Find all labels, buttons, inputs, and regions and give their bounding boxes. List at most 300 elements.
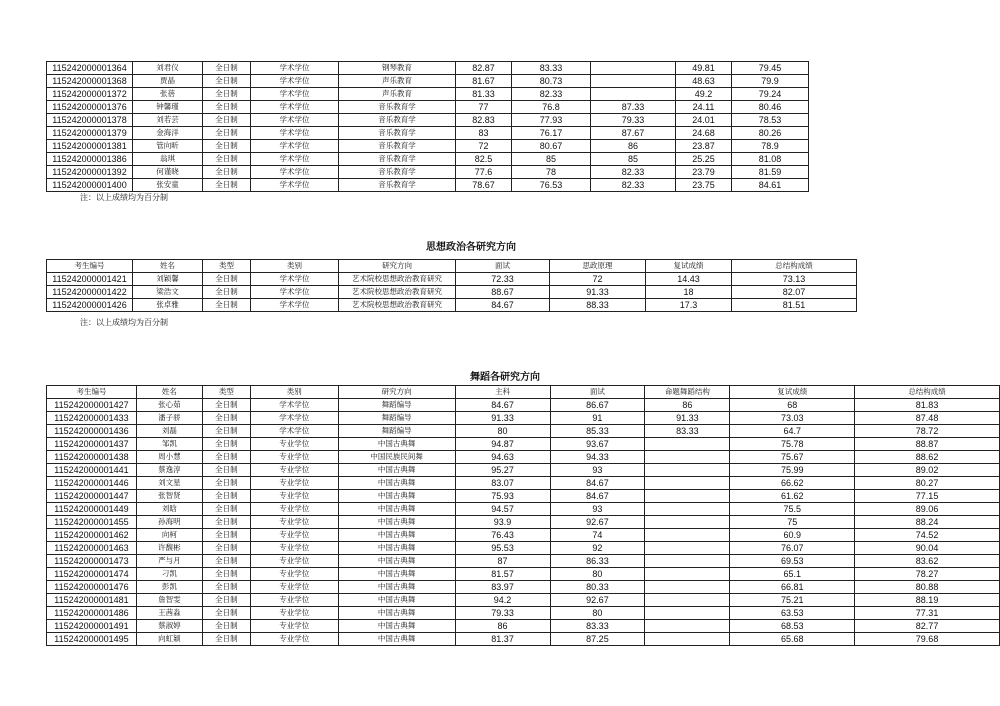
table-cell: 专业学位: [250, 503, 338, 516]
table-cell: 115242000001427: [47, 399, 137, 412]
table-cell: 蔡淑婷: [136, 620, 202, 633]
table-cell: 95.53: [455, 542, 550, 555]
table-cell: 彭凯: [136, 581, 202, 594]
table-cell: 全日制: [202, 399, 250, 412]
table-cell: 专业学位: [250, 607, 338, 620]
table-cell: 张心茹: [136, 399, 202, 412]
table-cell: 81.08: [732, 153, 809, 166]
table-cell: 88.62: [855, 451, 1000, 464]
table-cell: 77: [456, 101, 512, 114]
table-row: [47, 620, 1000, 633]
table-cell: 115242000001436: [47, 425, 137, 438]
table-cell: [645, 607, 730, 620]
table-cell: 音乐教育学: [339, 179, 456, 192]
table-cell: 学术学位: [251, 75, 339, 88]
table-cell: 80.88: [855, 581, 1000, 594]
table-cell: 115242000001400: [47, 179, 133, 192]
table-cell: 115242000001449: [47, 503, 137, 516]
table-cell: 49.2: [676, 88, 732, 101]
table-cell: 86: [645, 399, 730, 412]
table-row: [47, 127, 809, 140]
table-cell: 72: [550, 273, 646, 286]
table-cell: 72.33: [456, 273, 550, 286]
table-cell: 93.67: [550, 438, 645, 451]
table-cell: 全日制: [202, 594, 250, 607]
table-cell: 115242000001364: [47, 62, 133, 75]
table-row: [47, 451, 1000, 464]
table-cell: 93: [550, 464, 645, 477]
table-row: [47, 75, 809, 88]
table-cell: 84.67: [455, 399, 550, 412]
table-cell: 80: [550, 607, 645, 620]
table-cell: 69.53: [730, 555, 855, 568]
table-cell: 专业学位: [250, 529, 338, 542]
table-cell: 75.67: [730, 451, 855, 464]
table-cell: 90.04: [855, 542, 1000, 555]
table-cell: 学术学位: [251, 153, 339, 166]
table-cell: 83.62: [855, 555, 1000, 568]
table-cell: 金海洋: [133, 127, 203, 140]
table-row: [47, 101, 809, 114]
table-cell: [645, 516, 730, 529]
table-cell: 全日制: [202, 581, 250, 594]
table-cell: 80.26: [732, 127, 809, 140]
table-cell: [645, 620, 730, 633]
table-row: [47, 633, 1000, 646]
table-cell: 音乐教育学: [339, 166, 456, 179]
table-cell: 音乐教育学: [339, 101, 456, 114]
table-cell: 专业学位: [250, 542, 338, 555]
table-cell: 80: [455, 425, 550, 438]
table-cell: 115242000001447: [47, 490, 137, 503]
table-row: [47, 412, 1000, 425]
table-cell: 学术学位: [251, 299, 339, 312]
table-cell: 79.33: [591, 114, 676, 127]
table-cell: 87.48: [855, 412, 1000, 425]
table-cell: 学术学位: [251, 286, 339, 299]
table-cell: 全日制: [202, 568, 250, 581]
table-cell: 84.67: [550, 477, 645, 490]
table-cell: 87.67: [591, 127, 676, 140]
column-header: 研究方向: [339, 260, 456, 273]
table-cell: [645, 633, 730, 646]
table-cell: 80.27: [855, 477, 1000, 490]
column-header: 面试: [456, 260, 550, 273]
table-row: [47, 425, 1000, 438]
table-cell: 94.87: [455, 438, 550, 451]
table-header-row: [47, 260, 857, 273]
table-cell: 77.31: [855, 607, 1000, 620]
table-cell: 全日制: [203, 286, 251, 299]
table-cell: 全日制: [203, 88, 251, 101]
table-cell: 学术学位: [251, 179, 339, 192]
table-cell: 78.9: [732, 140, 809, 153]
table-cell: 82.33: [512, 88, 591, 101]
table-cell: 78.67: [456, 179, 512, 192]
table-cell: 刘磊: [136, 425, 202, 438]
table-cell: 65.1: [730, 568, 855, 581]
table-cell: 115242000001368: [47, 75, 133, 88]
table-cell: 17.3: [646, 299, 732, 312]
table-cell: [645, 555, 730, 568]
table-cell: 86.67: [550, 399, 645, 412]
table-cell: 中国古典舞: [338, 555, 455, 568]
table-cell: 舞蹈编导: [338, 425, 455, 438]
table-cell: 管向昕: [133, 140, 203, 153]
table-cell: 94.33: [550, 451, 645, 464]
table-cell: 全日制: [203, 166, 251, 179]
table-cell: 23.75: [676, 179, 732, 192]
table-cell: 学术学位: [251, 114, 339, 127]
table-cell: 75.21: [730, 594, 855, 607]
table-cell: 83.97: [455, 581, 550, 594]
table-cell: [591, 75, 676, 88]
table-cell: 75: [730, 516, 855, 529]
table-cell: 刘君仪: [133, 62, 203, 75]
table-row: [47, 438, 1000, 451]
table-cell: 76.07: [730, 542, 855, 555]
table-cell: 张蓓: [133, 88, 203, 101]
table-cell: 专业学位: [250, 620, 338, 633]
table-cell: 75.78: [730, 438, 855, 451]
table-cell: 115242000001421: [47, 273, 133, 286]
table-cell: 94.2: [455, 594, 550, 607]
table-cell: 艺术院校思想政治教育研究: [339, 273, 456, 286]
table-cell: 115242000001474: [47, 568, 137, 581]
table-cell: [645, 542, 730, 555]
table-row: [47, 299, 857, 312]
table-cell: 全日制: [203, 75, 251, 88]
table-cell: 82.77: [855, 620, 1000, 633]
table-row: [47, 140, 809, 153]
table-cell: 严与月: [136, 555, 202, 568]
table-note: 注：以上成绩均为百分制: [80, 193, 168, 202]
table-row: [47, 286, 857, 299]
table-cell: [645, 451, 730, 464]
table-cell: 93.9: [455, 516, 550, 529]
table-cell: 詹智雯: [136, 594, 202, 607]
table-cell: 音乐教育学: [339, 114, 456, 127]
table-cell: 中国古典舞: [338, 464, 455, 477]
table-cell: 专业学位: [250, 438, 338, 451]
table-cell: 92.67: [550, 516, 645, 529]
table-cell: 86.33: [550, 555, 645, 568]
dance-score-table: [46, 385, 1000, 646]
table-cell: 75.93: [455, 490, 550, 503]
table-cell: 82.33: [591, 166, 676, 179]
table-cell: 全日制: [202, 633, 250, 646]
table-cell: 79.33: [455, 607, 550, 620]
table-cell: 声乐教育: [339, 75, 456, 88]
table-cell: 88.19: [855, 594, 1000, 607]
table-cell: 周小慧: [136, 451, 202, 464]
column-header: 复试成绩: [730, 386, 855, 399]
table-cell: 95.27: [455, 464, 550, 477]
table-cell: 学术学位: [251, 166, 339, 179]
table-cell: 中国民族民间舞: [338, 451, 455, 464]
table-cell: 孙海明: [136, 516, 202, 529]
table-cell: 84.61: [732, 179, 809, 192]
table-cell: 王茜淼: [136, 607, 202, 620]
table-cell: 94.57: [455, 503, 550, 516]
table-row: [47, 607, 1000, 620]
table-cell: 115242000001422: [47, 286, 133, 299]
table-cell: 中国古典舞: [338, 516, 455, 529]
table-cell: 舞蹈编导: [338, 399, 455, 412]
table-cell: 80.46: [732, 101, 809, 114]
table-cell: 73.03: [730, 412, 855, 425]
table-cell: 中国古典舞: [338, 542, 455, 555]
table-cell: 全日制: [203, 273, 251, 286]
table-row: [47, 399, 1000, 412]
table-cell: 全日制: [202, 620, 250, 633]
table-cell: 68: [730, 399, 855, 412]
table-cell: 115242000001392: [47, 166, 133, 179]
table-cell: 刘颖馨: [133, 273, 203, 286]
table-cell: 88.33: [550, 299, 646, 312]
table-cell: 何谨晓: [133, 166, 203, 179]
politics-score-table: [46, 259, 857, 312]
table-cell: 89.02: [855, 464, 1000, 477]
table-cell: [645, 568, 730, 581]
table-cell: 115242000001376: [47, 101, 133, 114]
table-cell: 25.25: [676, 153, 732, 166]
table-header-row: [47, 386, 1000, 399]
table-cell: 中国古典舞: [338, 503, 455, 516]
column-header: 考生编号: [47, 260, 133, 273]
table-cell: 74.52: [855, 529, 1000, 542]
column-header: 主科: [455, 386, 550, 399]
table-cell: 全日制: [202, 464, 250, 477]
column-header: 总结构成绩: [732, 260, 857, 273]
table-cell: 24.11: [676, 101, 732, 114]
table-cell: 72: [456, 140, 512, 153]
table-cell: 学术学位: [251, 273, 339, 286]
table-cell: 82.87: [456, 62, 512, 75]
table-cell: 学术学位: [251, 101, 339, 114]
table-row: [47, 273, 857, 286]
table-cell: 80.73: [512, 75, 591, 88]
table-cell: 91: [550, 412, 645, 425]
table-row: [47, 594, 1000, 607]
table-cell: 83.33: [645, 425, 730, 438]
table-cell: 115242000001378: [47, 114, 133, 127]
table-cell: 68.53: [730, 620, 855, 633]
table-cell: 14.43: [646, 273, 732, 286]
table-cell: 中国古典舞: [338, 529, 455, 542]
table-cell: 专业学位: [250, 633, 338, 646]
table-cell: 87.25: [550, 633, 645, 646]
table-cell: 77.93: [512, 114, 591, 127]
table-cell: 张智贤: [136, 490, 202, 503]
table-cell: 78.53: [732, 114, 809, 127]
table-cell: 全日制: [203, 153, 251, 166]
table-cell: 刘文星: [136, 477, 202, 490]
table-cell: 73.13: [732, 273, 857, 286]
table-row: [47, 490, 1000, 503]
table-cell: 77.6: [456, 166, 512, 179]
table-cell: 88.87: [855, 438, 1000, 451]
table-cell: 全日制: [203, 101, 251, 114]
table-cell: 115242000001433: [47, 412, 137, 425]
column-header: 类别: [251, 260, 339, 273]
table-cell: 81.59: [732, 166, 809, 179]
table-cell: 86: [455, 620, 550, 633]
table-cell: 18: [646, 286, 732, 299]
table-cell: 许馥彬: [136, 542, 202, 555]
table-cell: 学术学位: [251, 127, 339, 140]
table-cell: 60.9: [730, 529, 855, 542]
table-cell: 83.33: [550, 620, 645, 633]
table-cell: 中国古典舞: [338, 620, 455, 633]
table-cell: 全日制: [202, 451, 250, 464]
column-header: 类型: [202, 386, 250, 399]
table-row: [47, 542, 1000, 555]
table-cell: 中国古典舞: [338, 490, 455, 503]
table-cell: 88.67: [456, 286, 550, 299]
table-cell: [591, 62, 676, 75]
table-cell: 93: [550, 503, 645, 516]
table-cell: 全日制: [203, 299, 251, 312]
table-cell: 61.62: [730, 490, 855, 503]
table-cell: 刘晗: [136, 503, 202, 516]
table-cell: 91.33: [550, 286, 646, 299]
table-cell: 85: [591, 153, 676, 166]
table-cell: 艺术院校思想政治教育研究: [339, 286, 456, 299]
table-cell: 115242000001426: [47, 299, 133, 312]
table-row: [47, 581, 1000, 594]
table-row: [47, 503, 1000, 516]
table-cell: 115242000001495: [47, 633, 137, 646]
table-cell: 85: [512, 153, 591, 166]
table-cell: 76.8: [512, 101, 591, 114]
table-row: [47, 555, 1000, 568]
table-cell: 76.53: [512, 179, 591, 192]
table-cell: 81.83: [855, 399, 1000, 412]
column-header: 姓名: [133, 260, 203, 273]
table-cell: 全日制: [202, 477, 250, 490]
table-cell: 全日制: [202, 542, 250, 555]
table-cell: 专业学位: [250, 555, 338, 568]
table-row: [47, 464, 1000, 477]
table-cell: 全日制: [202, 607, 250, 620]
table-cell: 学术学位: [251, 140, 339, 153]
table-cell: 23.87: [676, 140, 732, 153]
table-row: [47, 516, 1000, 529]
table-cell: 78: [512, 166, 591, 179]
table-cell: 82.83: [456, 114, 512, 127]
table-cell: 89.06: [855, 503, 1000, 516]
table-cell: 84.67: [456, 299, 550, 312]
table-cell: 82.07: [732, 286, 857, 299]
table-cell: 蔡逸淳: [136, 464, 202, 477]
table-cell: [645, 503, 730, 516]
table-cell: 专业学位: [250, 477, 338, 490]
table-cell: 82.33: [591, 179, 676, 192]
table-cell: 全日制: [202, 516, 250, 529]
table-cell: 邹凯: [136, 438, 202, 451]
table-cell: 80: [550, 568, 645, 581]
table-cell: 24.68: [676, 127, 732, 140]
column-header: 考生编号: [47, 386, 137, 399]
table-cell: 76.43: [455, 529, 550, 542]
table-note: 注：以上成绩均为百分制: [80, 318, 168, 327]
table-cell: 中国古典舞: [338, 581, 455, 594]
table-cell: 全日制: [203, 179, 251, 192]
table-row: [47, 179, 809, 192]
table-cell: 81.67: [456, 75, 512, 88]
table-cell: 81.51: [732, 299, 857, 312]
table-cell: 全日制: [202, 490, 250, 503]
table-cell: 音乐教育学: [339, 153, 456, 166]
table-cell: 贾晶: [133, 75, 203, 88]
table-cell: 中国古典舞: [338, 594, 455, 607]
column-header: 命题舞蹈结构: [645, 386, 730, 399]
table-cell: 66.62: [730, 477, 855, 490]
table-cell: 80.33: [550, 581, 645, 594]
table-cell: [645, 477, 730, 490]
table-row: [47, 477, 1000, 490]
column-header: 研究方向: [338, 386, 455, 399]
table-cell: 张卓雅: [133, 299, 203, 312]
table-cell: 81.57: [455, 568, 550, 581]
table-cell: 115242000001473: [47, 555, 137, 568]
table-cell: 全日制: [202, 529, 250, 542]
table-cell: 学术学位: [251, 88, 339, 101]
column-header: 类别: [250, 386, 338, 399]
table-cell: 专业学位: [250, 451, 338, 464]
table-cell: 专业学位: [250, 594, 338, 607]
table-cell: 音乐教育学: [339, 140, 456, 153]
table-cell: 学术学位: [251, 62, 339, 75]
table-cell: 115242000001446: [47, 477, 137, 490]
table-cell: 学术学位: [250, 399, 338, 412]
table-cell: 中国古典舞: [338, 607, 455, 620]
table-cell: 91.33: [455, 412, 550, 425]
table-row: [47, 153, 809, 166]
table-cell: [591, 88, 676, 101]
table-cell: 全日制: [202, 503, 250, 516]
table-cell: 115242000001372: [47, 88, 133, 101]
column-header: 复试成绩: [646, 260, 732, 273]
table-cell: 78.72: [855, 425, 1000, 438]
table-cell: 钢琴教育: [339, 62, 456, 75]
section-title-dance: 舞蹈各研究方向: [470, 372, 540, 383]
table-cell: 80.67: [512, 140, 591, 153]
table-cell: [645, 464, 730, 477]
table-cell: 115242000001441: [47, 464, 137, 477]
table-cell: 刘若芸: [133, 114, 203, 127]
table-cell: 83.07: [455, 477, 550, 490]
table-cell: 梁浩文: [133, 286, 203, 299]
table-cell: 48.63: [676, 75, 732, 88]
table-cell: 115242000001476: [47, 581, 137, 594]
table-cell: 翁琪: [133, 153, 203, 166]
table-cell: [645, 581, 730, 594]
table-cell: 刁凯: [136, 568, 202, 581]
table-cell: 音乐教育学: [339, 127, 456, 140]
table-cell: 94.63: [455, 451, 550, 464]
table-cell: 65.68: [730, 633, 855, 646]
table-cell: 75.5: [730, 503, 855, 516]
table-cell: 115242000001379: [47, 127, 133, 140]
table-cell: 74: [550, 529, 645, 542]
section-title-politics: 思想政治各研究方向: [426, 242, 516, 253]
table-cell: 全日制: [203, 127, 251, 140]
table-cell: 115242000001386: [47, 153, 133, 166]
table-cell: 全日制: [202, 412, 250, 425]
table-cell: 83: [456, 127, 512, 140]
